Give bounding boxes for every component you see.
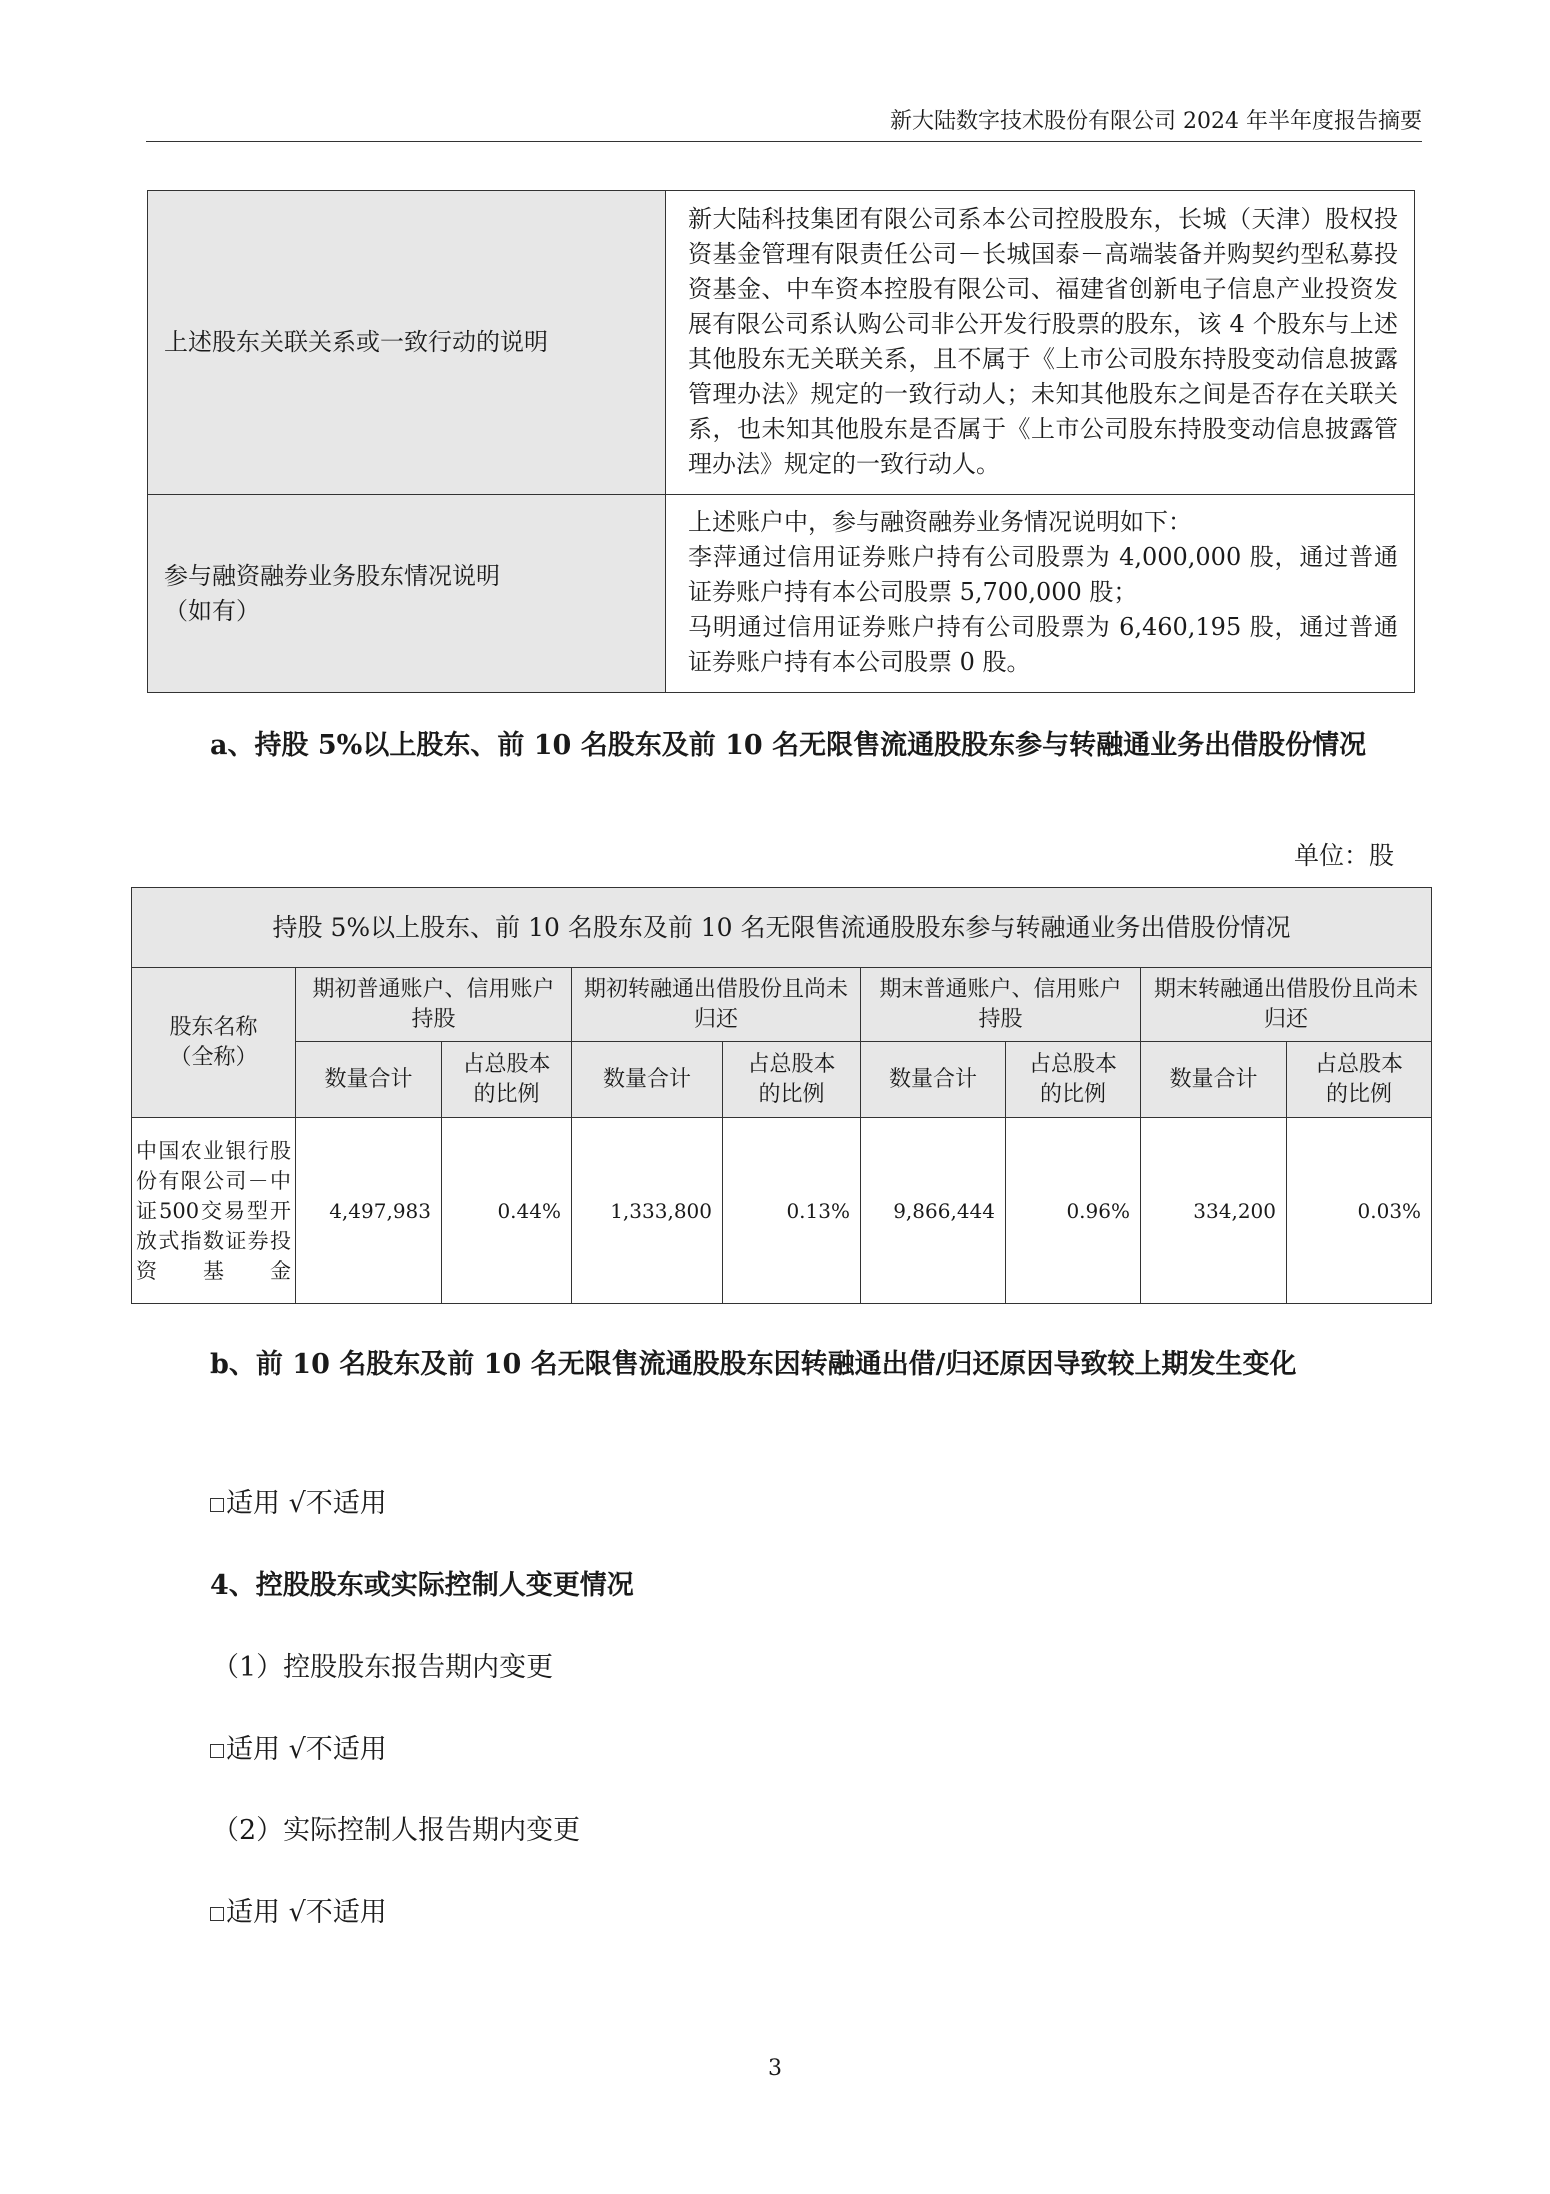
section-4-sub2: （2）实际控制人报告期内变更 [212, 1815, 581, 1846]
securities-lending-table [131, 887, 1432, 1304]
ratio-header: 占总股本的比例 [442, 1042, 572, 1118]
margin-intro: 上述账户中，参与融资融券业务情况说明如下： [688, 508, 1192, 536]
qty-header: 数量合计 [572, 1042, 723, 1118]
ratio-header: 占总股本的比例 [1287, 1042, 1432, 1118]
option-text: 适用 √不适用 [226, 1897, 387, 1928]
begin-normal-ratio: 0.44% [442, 1118, 572, 1304]
ratio-header: 占总股本的比例 [1006, 1042, 1141, 1118]
section-b-heading: b、前 10 名股东及前 10 名无限售流通股股东因转融通出借/归还原因导致较上期发生变化 [210, 1349, 1297, 1380]
checkbox-empty-icon [210, 1907, 224, 1921]
option-text: 适用 √不适用 [226, 1734, 387, 1765]
end-normal-qty: 9,866,444 [861, 1118, 1006, 1304]
margin-holder-1: 李萍通过信用证券账户持有公司股票为 4,000,000 股，通过普通证券账户持有本公司股票 5,700,000 股； [688, 543, 1398, 606]
section-4-sub2-option [210, 1890, 1480, 1929]
end-lent-ratio: 0.03% [1287, 1118, 1432, 1304]
relation-text-cell [666, 191, 1415, 495]
option-text: 适用 √不适用 [226, 1488, 387, 1519]
group-header: 期末转融通出借股份且尚未归还 [1141, 968, 1432, 1042]
group-header: 期初普通账户、信用账户持股 [296, 968, 572, 1042]
section-4-heading: 4、控股股东或实际控制人变更情况 [210, 1570, 634, 1601]
qty-header: 数量合计 [296, 1042, 442, 1118]
lending-table-title: 持股 5%以上股东、前 10 名股东及前 10 名无限售流通股股东参与转融通业务出借股份情况 [132, 888, 1432, 968]
relation-text: 新大陆科技集团有限公司系本公司控股股东，长城（天津）股权投资基金管理有限责任公司－长城国泰－高端装备并购契约型私募投资基金、中车资本控股有限公司、福建省创新电子信息产业投资发展有限公司系认购公司非公开发行股票的股东，该 4 个股东与上述其他股东无关联关系，且不属于《上市公司股东持股变动信息披露管理办法》规定的一致行动人；未知其他股东之间是否存在关联关系，也未知其他股东是否属于《上市公司股东持股变动信息披露管理办法》规定的一致行动人。 [688, 204, 1398, 478]
relation-label-cell [148, 191, 666, 495]
qty-header: 数量合计 [861, 1042, 1006, 1118]
section-4-sub1: （1）控股股东报告期内变更 [212, 1652, 554, 1683]
shareholder-name: 中国农业银行股份有限公司－中证500交易型开放式指数证券投资基金 [132, 1118, 296, 1304]
table-row [132, 968, 1432, 1042]
header-divider [146, 141, 1422, 142]
table-row [148, 191, 1415, 495]
ratio-header: 占总股本的比例 [723, 1042, 861, 1118]
margin-label-note: （如有） [164, 596, 260, 625]
end-normal-ratio: 0.96% [1006, 1118, 1141, 1304]
table-row [132, 1118, 1432, 1304]
table-row [132, 888, 1432, 968]
margin-text-cell [666, 495, 1415, 693]
table-row [132, 1042, 1432, 1118]
end-lent-qty: 334,200 [1141, 1118, 1287, 1304]
margin-label: 参与融资融券业务股东情况说明 [164, 561, 500, 590]
name-column-header: 股东名称（全称） [132, 968, 296, 1118]
section-b-option [210, 1481, 1480, 1520]
group-header: 期末普通账户、信用账户持股 [861, 968, 1141, 1042]
relation-label: 上述股东关联关系或一致行动的说明 [164, 328, 548, 356]
margin-holder-2: 马明通过信用证券账户持有公司股票为 6,460,195 股，通过普通证券账户持有本公司股票 0 股。 [688, 613, 1398, 676]
table-row [148, 495, 1415, 693]
group-header: 期初转融通出借股份且尚未归还 [572, 968, 861, 1042]
margin-label-cell [148, 495, 666, 693]
qty-header: 数量合计 [1141, 1042, 1287, 1118]
shareholder-relation-table [147, 190, 1415, 693]
begin-lent-ratio: 0.13% [723, 1118, 861, 1304]
report-header-title: 新大陆数字技术股份有限公司 2024 年半年度报告摘要 [890, 109, 1422, 134]
page-number: 3 [768, 2056, 782, 2081]
checkbox-empty-icon [210, 1744, 224, 1758]
begin-normal-qty: 4,497,983 [296, 1118, 442, 1304]
begin-lent-qty: 1,333,800 [572, 1118, 723, 1304]
section-a-heading: a、持股 5%以上股东、前 10 名股东及前 10 名无限售流通股股东参与转融通业务出借股份情况 [210, 730, 1367, 761]
unit-label: 单位：股 [1293, 841, 1394, 870]
section-4-sub1-option [210, 1727, 1480, 1766]
checkbox-empty-icon [210, 1498, 224, 1512]
